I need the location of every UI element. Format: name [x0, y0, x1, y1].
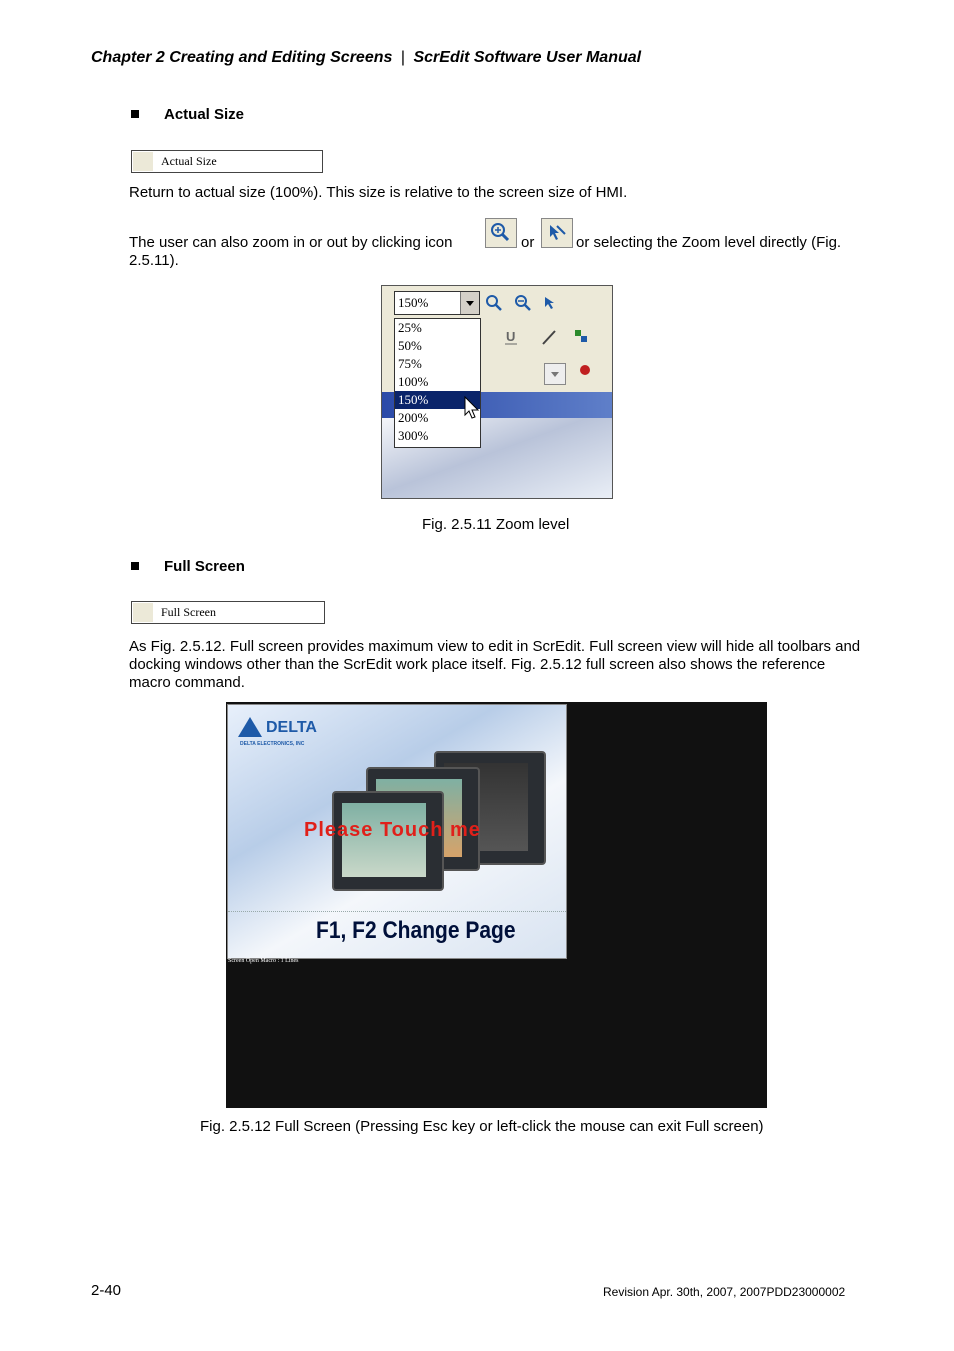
zoom-in-icon[interactable] [484, 294, 504, 312]
zoom-option[interactable]: 50% [398, 338, 422, 353]
zoom-option[interactable]: 25% [398, 320, 422, 335]
actual-size-menu-label: Actual Size [161, 154, 217, 168]
header-manual: ScrEdit Software User Manual [413, 49, 642, 66]
page-header [91, 49, 641, 67]
logo-name: DELTA [266, 719, 317, 736]
zoom-text-a: The user can also zoom in or out by clicking icon [129, 234, 453, 251]
change-page-text: F1, F2 Change Page [316, 917, 516, 944]
header-chapter: Chapter 2 Creating and Editing Screens [91, 49, 393, 66]
zoom-text-c: 2.5.11). [129, 252, 179, 269]
zoom-in-icon[interactable] [485, 218, 517, 248]
full-screen-heading [131, 558, 245, 575]
secondary-combo-arrow[interactable] [544, 363, 566, 385]
bullet-square-icon [131, 562, 139, 570]
svg-text:U: U [506, 329, 516, 344]
actual-size-description: Return to actual size (100%). This size is relative to the screen size of HMI. [129, 184, 628, 201]
zoom-option[interactable]: 300% [398, 428, 429, 443]
zoom-text-or: or [521, 234, 535, 251]
full-screen-menu-label: Full Screen [161, 605, 216, 619]
zoom-option[interactable]: 75% [398, 356, 422, 371]
full-screen-description: As Fig. 2.5.12. Full screen provides maximum view to edit in ScrEdit. Full screen view will hide all toolbars and docking windows other than the ScrEdit work place itself. Fig. 2.5.12 full screen also shows the reference macro command. [129, 638, 861, 691]
zoom-figure-caption: Fig. 2.5.11 Zoom level [422, 516, 570, 533]
zoom-dropdown-list[interactable] [394, 318, 481, 448]
zoom-option-selected[interactable]: 150% [395, 391, 480, 409]
color-tool-icon[interactable] [572, 328, 592, 346]
revision-info: Revision Apr. 30th, 2007, 2007PDD23000002 [603, 1285, 846, 1299]
zoom-actual-icon[interactable] [541, 218, 573, 248]
chevron-down-icon[interactable] [460, 292, 479, 314]
mouse-pointer-icon [464, 396, 480, 425]
macro-status-text: Screen Open Macro : 1 Lines [228, 958, 299, 964]
full-screen-menu-item[interactable] [131, 601, 325, 624]
actual-size-heading-text: Actual Size [164, 106, 245, 123]
full-screen-heading-text: Full Screen [164, 558, 245, 575]
touch-me-text: Please Touch me [304, 819, 481, 841]
zoom-option[interactable]: 100% [398, 374, 429, 389]
bullet-square-icon [131, 110, 139, 118]
full-screen-figure-caption: Fig. 2.5.12 Full Screen (Pressing Esc key or left-click the mouse can exit Full screen) [200, 1118, 764, 1135]
actual-size-heading [131, 106, 244, 123]
full-screen-figure [226, 702, 767, 1108]
zoom-current-value: 150% [398, 295, 429, 310]
screen-preview-image [227, 704, 567, 959]
zoom-out-icon[interactable] [513, 294, 533, 312]
page-number: 2-40 [91, 1282, 122, 1299]
pen-icon[interactable] [540, 328, 560, 346]
zoom-level-figure [381, 285, 613, 499]
zoom-combo[interactable] [394, 291, 480, 315]
header-separator: | [400, 49, 406, 66]
zoom-option[interactable]: 200% [398, 410, 429, 425]
logo-subtitle: DELTA ELECTRONICS, INC [240, 741, 305, 747]
underline-icon[interactable] [502, 328, 522, 346]
zoom-instructions [129, 218, 869, 272]
actual-size-menu-item[interactable] [131, 150, 323, 173]
zoom-actual-icon[interactable] [541, 294, 561, 312]
zoom-text-b: or selecting the Zoom level directly (Fig. [576, 234, 842, 251]
cursor-tool-icon[interactable] [578, 362, 598, 380]
